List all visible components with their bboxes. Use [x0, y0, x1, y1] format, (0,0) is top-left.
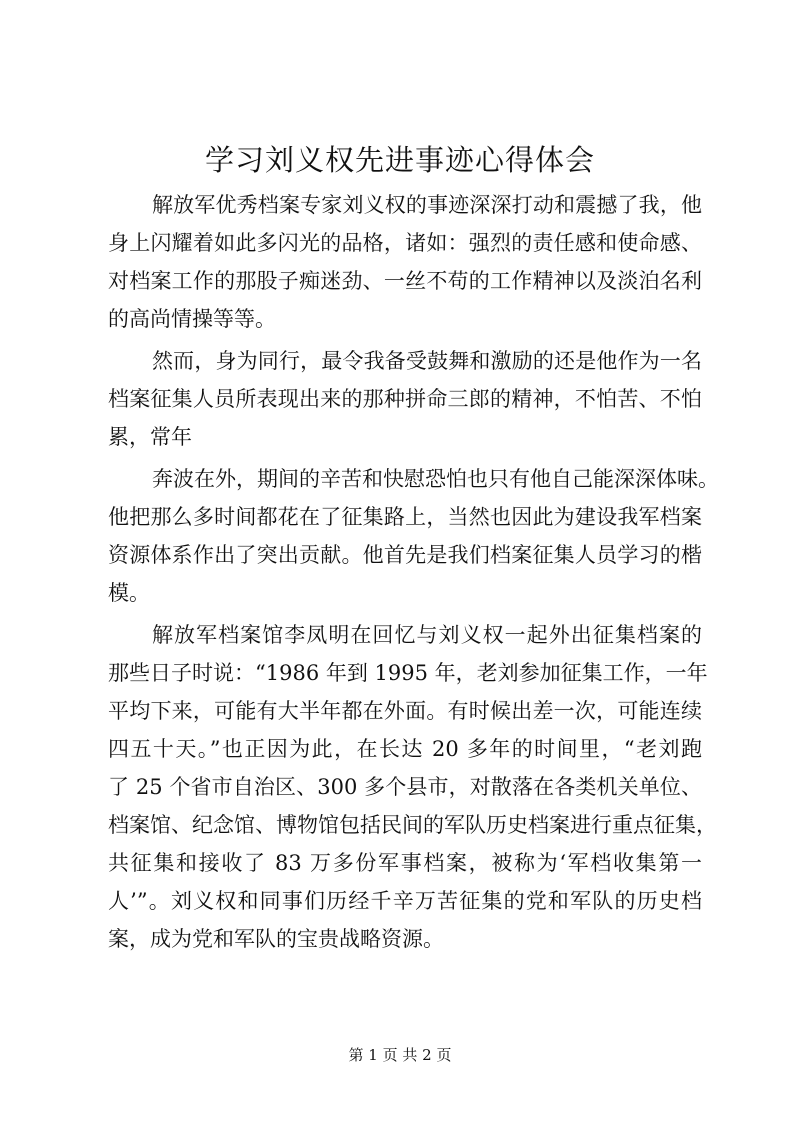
text-line: 共征集和接收了 83 万多份军事档案，被称为‘军档收集第一 — [108, 851, 702, 875]
text-line: 奔波在外，期间的辛苦和快慰恐怕也只有他自己能深深体味。 — [152, 467, 719, 491]
text-line: 人’”。刘义权和同事们历经千辛万苦征集的党和军队的历史档 — [108, 889, 702, 913]
paragraph — [108, 616, 717, 958]
text-line: 案，成为党和军队的宝贵战略资源。 — [108, 927, 444, 951]
text-line: 了 25 个省市自治区、300 多个县市，对散落在各类机关单位、 — [108, 775, 702, 799]
text-line: 然而，身为同行，最令我备受鼓舞和激励的还是他作为一名 — [152, 349, 702, 373]
text-line: 解放军档案馆李凤明在回忆与刘义权一起外出征集档案的 — [152, 623, 702, 647]
text-line: 资源体系作出了突出贡献。他首先是我们档案征集人员学习的楷 — [108, 543, 702, 567]
paragraph — [108, 186, 702, 338]
document-body — [108, 186, 719, 958]
text-line: 累，常年 — [108, 425, 192, 449]
text-line: 解放军优秀档案专家刘义权的事迹深深打动和震撼了我，他 — [152, 193, 702, 217]
text-line: 身上闪耀着如此多闪光的品格，诸如：强烈的责任感和使命感、 — [108, 231, 702, 255]
text-line: 他把那么多时间都花在了征集路上，当然也因此为建设我军档案 — [108, 505, 702, 529]
text-line: 四五十天。”也正因为此，在长达 20 多年的时间里，“老刘跑 — [108, 737, 702, 761]
text-line: 对档案工作的那股子痴迷劲、一丝不苟的工作精神以及淡泊名利 — [108, 269, 702, 293]
paragraph — [108, 342, 702, 456]
document-title: 学习刘义权先进事迹心得体会 — [204, 143, 595, 177]
text-line: 平均下来，可能有大半年都在外面。有时候出差一次，可能连续 — [108, 699, 702, 723]
text-line: 档案征集人员所表现出来的那种拼命三郎的精神，不怕苦、不怕 — [108, 387, 702, 411]
text-line: 模。 — [108, 581, 150, 605]
text-line: 档案馆、纪念馆、博物馆包括民间的军队历史档案进行重点征集， — [108, 813, 717, 837]
text-line: 的高尚情操等等。 — [108, 307, 276, 331]
page-number-label: 第 1 页 共 2 页 — [348, 1046, 452, 1064]
text-line: 那些日子时说：“1986 年到 1995 年，老刘参加征集工作，一年 — [108, 661, 708, 685]
paragraph — [108, 460, 719, 612]
page-footer — [0, 1045, 800, 1065]
